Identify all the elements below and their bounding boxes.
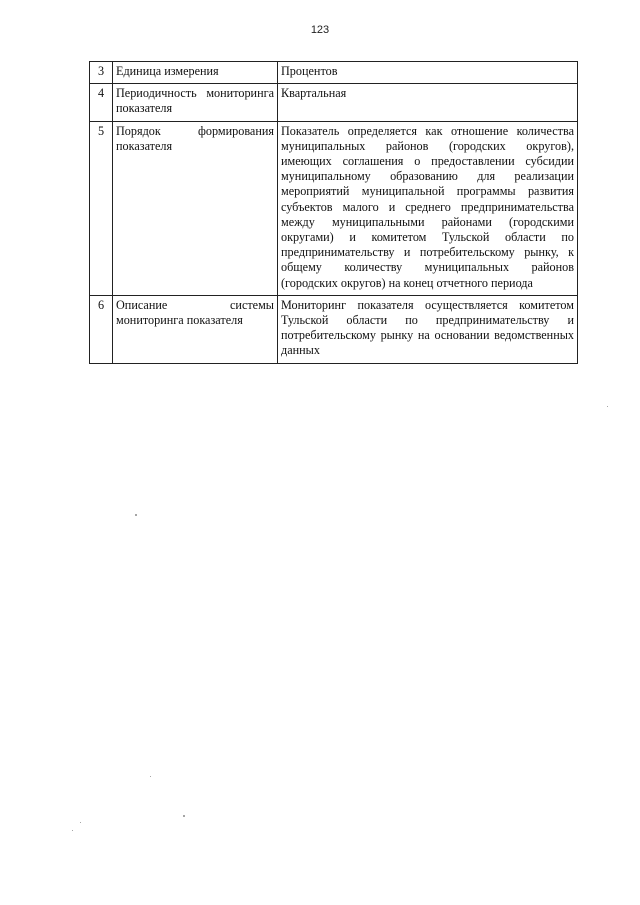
table-row xyxy=(90,121,578,295)
indicator-passport-table xyxy=(89,61,578,364)
table-row xyxy=(90,295,578,363)
page-number: 123 xyxy=(310,24,330,36)
row-number: 5 xyxy=(90,121,113,295)
scan-speck xyxy=(135,514,137,516)
table-row xyxy=(90,84,578,121)
scan-speck xyxy=(183,815,185,817)
scan-speck xyxy=(80,822,81,823)
row-number: 6 xyxy=(90,295,113,363)
row-name: Описание системы мониторинга показателя xyxy=(113,295,278,363)
scan-speck xyxy=(150,776,151,777)
row-name: Периодичность мониторинга показателя xyxy=(113,84,278,121)
scan-speck xyxy=(607,406,608,407)
row-number: 3 xyxy=(90,62,113,84)
scan-speck xyxy=(72,830,73,831)
row-value: Мониторинг показателя осуществляется комитетом Тульской области по предпринимательству и потребительскому рынку на основании ведомственных данных xyxy=(278,295,578,363)
row-name: Порядок формирования показателя xyxy=(113,121,278,295)
row-number: 4 xyxy=(90,84,113,121)
row-value: Показатель определяется как отношение количества муниципальных районов (городских округов), имеющих соглашения о предоставлении субсидии муниципальному образованию для реализации мероприятий муниципальной программы развития субъектов малого и среднего предпринимательства между муниципальными районами (городскими округами) и комитетом Тульской области по предпринимательству и потребительскому рынку, к общему количеству муниципальных районов (городских округов) на конец отчетного периода xyxy=(278,121,578,295)
table-row xyxy=(90,62,578,84)
row-value: Квартальная xyxy=(278,84,578,121)
row-name: Единица измерения xyxy=(113,62,278,84)
row-value: Процентов xyxy=(278,62,578,84)
